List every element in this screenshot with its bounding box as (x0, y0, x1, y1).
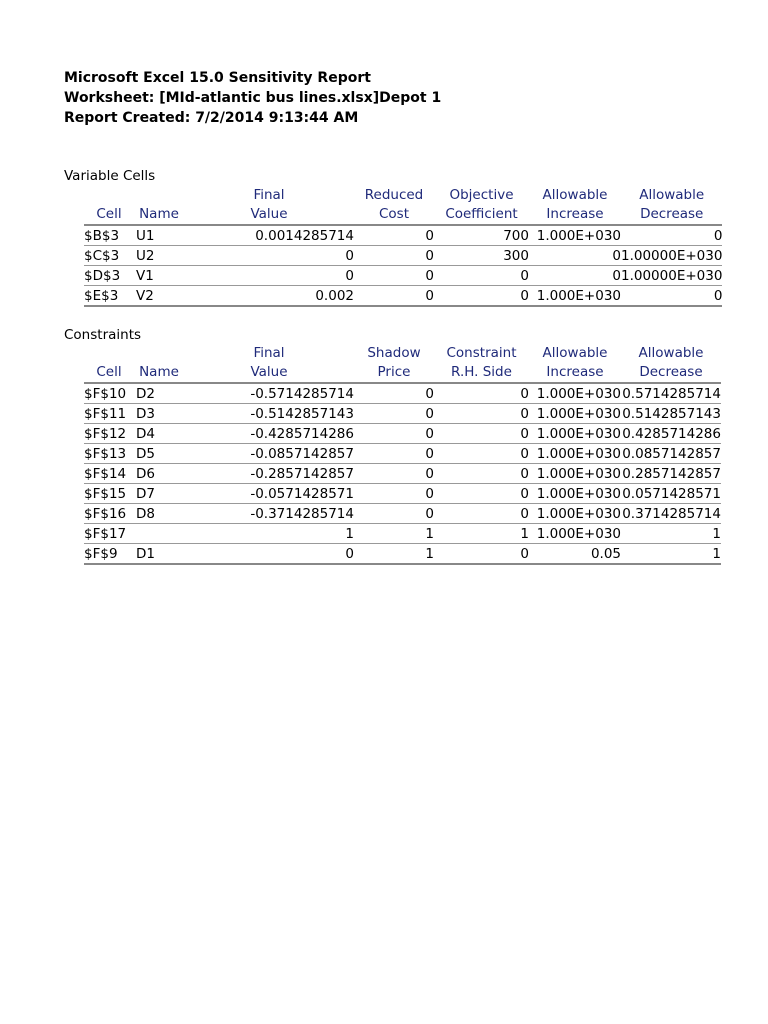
table-row (84, 266, 722, 286)
variable-cells-header-bottom-5: Increase (529, 205, 621, 225)
variable-cells-cell-0-0: $B$3 (84, 225, 134, 246)
variable-cells-cell-2-2: 0 (184, 266, 354, 286)
constraints-header-top-6: Allowable (638, 345, 704, 361)
constraints-table (84, 344, 721, 565)
constraints-title: Constraints (64, 327, 142, 343)
constraints-header-bottom-0: Cell (84, 363, 134, 383)
report-created-line: Report Created: 7/2/2014 9:13:44 AM (64, 110, 359, 126)
table-row (84, 524, 721, 544)
constraints-cell-2-3: 0 (354, 424, 434, 444)
constraints-cell-3-4: 0 (434, 444, 529, 464)
variable-cells-header-top-3: Reduced (364, 187, 424, 203)
constraints-cell-1-2: -0.5142857143 (184, 404, 354, 424)
constraints-cell-5-4: 0 (434, 484, 529, 504)
table-row (84, 404, 721, 424)
constraints-cell-7-3: 1 (354, 524, 434, 544)
constraints-header-bottom-6: Decrease (621, 363, 721, 383)
constraints-cell-3-6: 0.0857142857 (622, 445, 721, 462)
constraints-header-bottom-1: Name (134, 363, 184, 383)
constraints-cell-7-6: 1 (621, 524, 721, 544)
constraints-cell-0-1: D2 (134, 383, 184, 404)
constraints-cell-4-5: 1.000E+030 (529, 464, 621, 484)
constraints-header-top-1 (134, 344, 184, 363)
variable-cells-cell-1-2: 0 (184, 246, 354, 266)
constraints-cell-2-1: D4 (134, 424, 184, 444)
constraints-header-row-2 (84, 363, 721, 383)
table-row (84, 424, 721, 444)
variable-cells-table (84, 186, 722, 307)
constraints-cell-4-2: -0.2857142857 (184, 464, 354, 484)
constraints-cell-2-0: $F$12 (84, 424, 134, 444)
constraints-cell-8-4: 0 (434, 544, 529, 565)
constraints-cell-3-3: 0 (354, 444, 434, 464)
constraints-cell-8-1: D1 (134, 544, 184, 565)
variable-cells-header-bottom-2: Value (184, 205, 354, 225)
variable-cells-header-bottom-0: Cell (84, 205, 134, 225)
constraints-cell-4-3: 0 (354, 464, 434, 484)
constraints-header-top-3: Shadow (367, 345, 421, 361)
constraints-cell-8-3: 1 (354, 544, 434, 565)
variable-cells-cell-0-4: 700 (434, 225, 529, 246)
constraints-cell-3-5: 1.000E+030 (529, 444, 621, 464)
constraints-header-top-0 (84, 344, 134, 363)
constraints-cell-0-5: 1.000E+030 (529, 383, 621, 404)
table-row (84, 484, 721, 504)
constraints-cell-6-1: D8 (134, 504, 184, 524)
variable-cells-cell-1-6: 1.00000E+030 (621, 247, 723, 264)
constraints-cell-7-4: 1 (434, 524, 529, 544)
constraints-cell-7-1 (134, 524, 184, 544)
constraints-cell-7-5: 1.000E+030 (529, 524, 621, 544)
variable-cells-header-top-6: Allowable (639, 187, 705, 203)
variable-cells-header-top-4: Objective (449, 187, 514, 203)
constraints-cell-5-3: 0 (354, 484, 434, 504)
variable-cells-header-top-2: Final (253, 187, 285, 203)
constraints-header-bottom-2: Value (184, 363, 354, 383)
constraints-cell-4-6: 0.2857142857 (622, 465, 721, 482)
variable-cells-cell-1-0: $C$3 (84, 246, 134, 266)
variable-cells-header-top-5: Allowable (542, 187, 608, 203)
variable-cells-cell-2-4: 0 (434, 266, 529, 286)
variable-cells-header-top-0 (84, 186, 134, 205)
worksheet-line: Worksheet: [MId-atlantic bus lines.xlsx]Depot 1 (64, 90, 442, 106)
table-row (84, 504, 721, 524)
table-row (84, 246, 722, 266)
constraints-header-top-5: Allowable (542, 345, 608, 361)
constraints-cell-7-0: $F$17 (84, 524, 134, 544)
variable-cells-cell-0-2: 0.0014285714 (184, 225, 354, 246)
variable-cells-cell-3-1: V2 (134, 286, 184, 307)
constraints-cell-6-4: 0 (434, 504, 529, 524)
constraints-header-bottom-3: Price (354, 363, 434, 383)
variable-cells-header-row-1 (84, 186, 722, 205)
constraints-cell-0-6: 0.5714285714 (621, 383, 721, 404)
variable-cells-cell-3-0: $E$3 (84, 286, 134, 307)
constraints-header-top-2: Final (253, 345, 285, 361)
variable-cells-cell-1-3: 0 (354, 246, 434, 266)
constraints-header-row-1 (84, 344, 721, 363)
variable-cells-cell-1-5: 0 (529, 246, 621, 266)
constraints-body (84, 383, 721, 564)
constraints-cell-8-6: 1 (621, 544, 721, 565)
table-row (84, 444, 721, 464)
constraints-cell-0-4: 0 (434, 383, 529, 404)
variable-cells-header-bottom-4: Coefficient (434, 205, 529, 225)
constraints-cell-2-6: 0.4285714286 (622, 425, 721, 442)
constraints-cell-0-0: $F$10 (84, 383, 134, 404)
variable-cells-cell-3-2: 0.002 (184, 286, 354, 307)
variable-cells-body (84, 225, 722, 306)
constraints-cell-7-2: 1 (184, 524, 354, 544)
variable-cells-cell-3-5: 1.000E+030 (529, 286, 621, 307)
constraints-cell-5-5: 1.000E+030 (529, 484, 621, 504)
constraints-cell-4-4: 0 (434, 464, 529, 484)
constraints-cell-8-0: $F$9 (84, 544, 134, 565)
constraints-cell-8-5: 0.05 (529, 544, 621, 565)
constraints-cell-1-4: 0 (434, 404, 529, 424)
table-row (84, 383, 721, 404)
variable-cells-cell-2-3: 0 (354, 266, 434, 286)
constraints-cell-6-3: 0 (354, 504, 434, 524)
variable-cells-header-bottom-6: Decrease (621, 205, 722, 225)
constraints-cell-2-4: 0 (434, 424, 529, 444)
constraints-cell-3-1: D5 (134, 444, 184, 464)
variable-cells-cell-1-4: 300 (434, 246, 529, 266)
report-title: Microsoft Excel 15.0 Sensitivity Report (64, 70, 371, 86)
constraints-cell-5-0: $F$15 (84, 484, 134, 504)
table-row (84, 225, 722, 246)
constraints-header-top-4: Constraint (446, 345, 517, 361)
constraints-cell-3-0: $F$13 (84, 444, 134, 464)
table-row (84, 544, 721, 565)
variable-cells-cell-0-1: U1 (134, 225, 184, 246)
constraints-cell-6-5: 1.000E+030 (529, 504, 621, 524)
constraints-cell-5-6: 0.0571428571 (622, 485, 721, 502)
variable-cells-header-top-1 (134, 186, 184, 205)
constraints-cell-1-6: 0.5142857143 (622, 405, 721, 422)
constraints-cell-5-1: D7 (134, 484, 184, 504)
variable-cells-cell-2-1: V1 (134, 266, 184, 286)
constraints-cell-1-3: 0 (354, 404, 434, 424)
constraints-cell-4-0: $F$14 (84, 464, 134, 484)
variable-cells-cell-3-3: 0 (354, 286, 434, 307)
constraints-cell-6-2: -0.3714285714 (184, 504, 354, 524)
variable-cells-title: Variable Cells (64, 168, 156, 184)
variable-cells-cell-2-0: $D$3 (84, 266, 134, 286)
variable-cells-header-bottom-3: Cost (354, 205, 434, 225)
variable-cells-cell-2-5: 0 (529, 266, 621, 286)
constraints-cell-6-6: 0.3714285714 (622, 505, 721, 522)
report-header (64, 68, 441, 128)
constraints-cell-8-2: 0 (184, 544, 354, 565)
variable-cells-cell-3-6: 0 (621, 286, 722, 307)
variable-cells-cell-0-3: 0 (354, 225, 434, 246)
constraints-cell-3-2: -0.0857142857 (184, 444, 354, 464)
constraints-header-bottom-4: R.H. Side (434, 363, 529, 383)
variable-cells-header-bottom-1: Name (134, 205, 184, 225)
constraints-cell-1-1: D3 (134, 404, 184, 424)
constraints-cell-0-2: -0.5714285714 (184, 383, 354, 404)
constraints-cell-4-1: D6 (134, 464, 184, 484)
variable-cells-cell-1-1: U2 (134, 246, 184, 266)
variable-cells-cell-2-6: 1.00000E+030 (621, 267, 723, 284)
variable-cells-cell-0-5: 1.000E+030 (529, 225, 621, 246)
variable-cells-cell-0-6: 0 (621, 225, 722, 246)
constraints-cell-5-2: -0.0571428571 (184, 484, 354, 504)
constraints-cell-1-0: $F$11 (84, 404, 134, 424)
constraints-cell-2-2: -0.4285714286 (184, 424, 354, 444)
variable-cells-header-row-2 (84, 205, 722, 225)
constraints-header-bottom-5: Increase (529, 363, 621, 383)
table-row (84, 464, 721, 484)
constraints-cell-2-5: 1.000E+030 (529, 424, 621, 444)
constraints-cell-6-0: $F$16 (84, 504, 134, 524)
table-row (84, 286, 722, 307)
constraints-cell-0-3: 0 (354, 383, 434, 404)
constraints-cell-1-5: 1.000E+030 (529, 404, 621, 424)
variable-cells-cell-3-4: 0 (434, 286, 529, 307)
